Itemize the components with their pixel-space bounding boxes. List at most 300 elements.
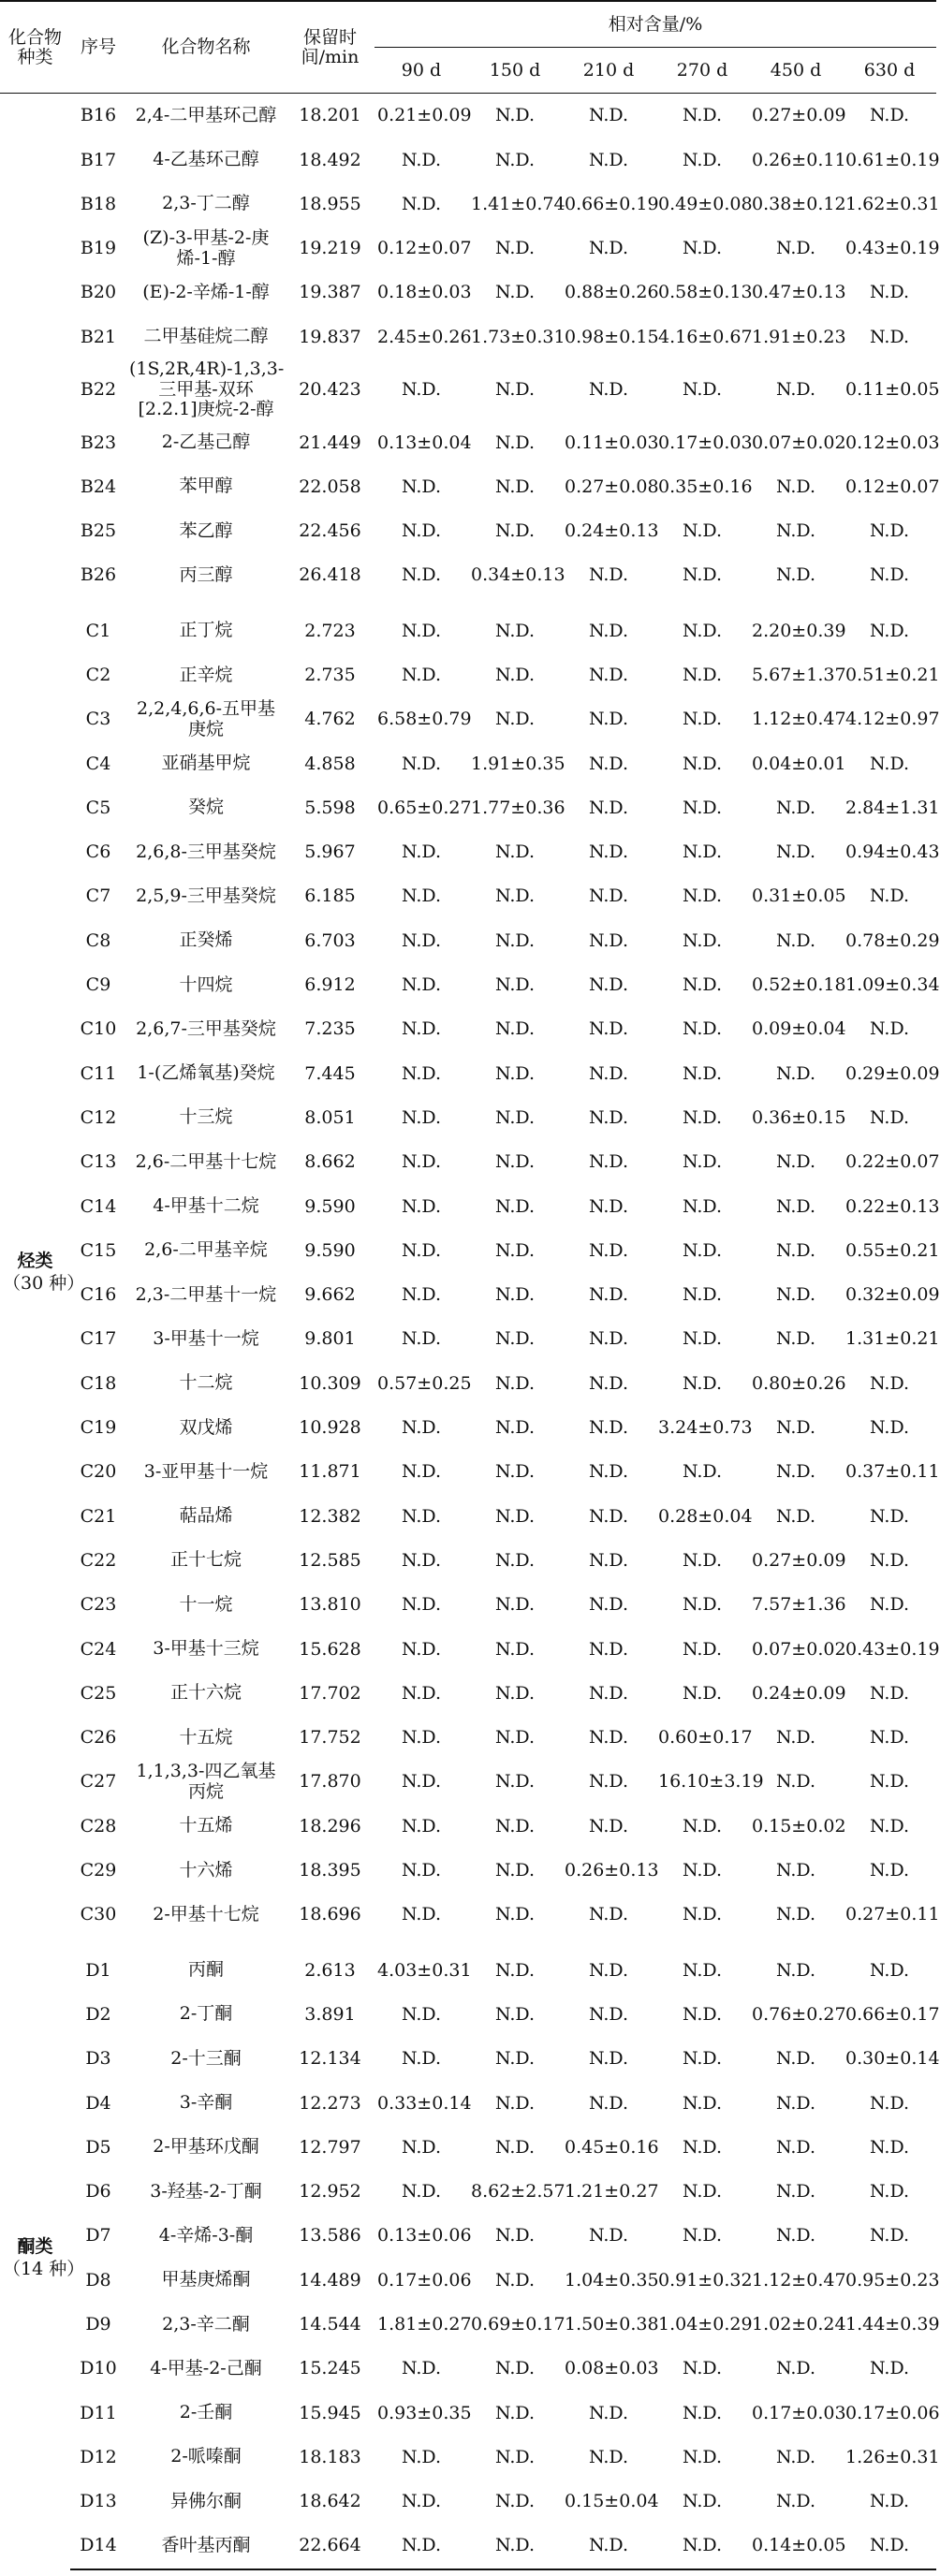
compound-name: 2-乙基己醇 [161,432,251,453]
content-630d: N.D. [870,620,910,641]
content-150d: N.D. [494,1771,536,1793]
retention-time: 19.387 [299,282,361,303]
content-630d: 0.29±0.09 [845,1062,940,1084]
table-row [0,359,936,421]
content-150d: N.D. [494,842,536,863]
retention-time: 10.309 [299,1372,361,1394]
table-row [0,2436,936,2480]
category-count: （30 种） [3,1272,85,1294]
content-270d: N.D. [682,2446,723,2467]
table-row [0,697,936,741]
content-270d: N.D. [682,753,723,774]
compound-id: C21 [80,1505,117,1527]
content-150d: 1.41±0.74 [471,193,565,214]
content-90d: N.D. [401,1195,442,1217]
content-450d: N.D. [775,379,816,401]
content-210d: N.D. [588,753,629,774]
content-90d: N.D. [401,2446,442,2467]
compound-id: D7 [85,2225,111,2247]
compound-id: C9 [85,974,111,996]
table-row [0,2214,936,2258]
content-630d: N.D. [870,1959,910,1981]
content-630d: N.D. [870,1860,910,1881]
content-210d: N.D. [588,797,629,818]
content-210d: N.D. [588,105,629,126]
compound-id: C28 [80,1815,117,1837]
content-270d: 4.16±0.67 [658,326,753,347]
retention-time: 3.891 [304,2003,356,2025]
compound-name: 2,4-二甲基环己醇 [135,104,277,125]
compound-name: 2,5,9-三甲基癸烷 [136,886,276,906]
content-210d: 0.45±0.16 [565,2136,659,2158]
compound-name: 1-(乙烯氧基)癸烷 [137,1062,275,1084]
content-210d: 0.98±0.15 [565,326,659,347]
compound-id: D5 [85,2136,111,2158]
content-270d: N.D. [682,1372,723,1394]
content-630d: 0.27±0.11 [845,1904,940,1925]
content-150d: N.D. [494,1195,536,1217]
compound-id: B25 [80,520,117,542]
content-210d: 0.66±0.19 [565,193,659,214]
content-630d: N.D. [870,1549,910,1571]
table-row [0,94,936,139]
table-row [0,1849,936,1893]
content-90d: N.D. [401,929,442,951]
table-row [0,830,936,874]
content-270d: N.D. [682,886,723,907]
compound-name: 2,6-二甲基十七烷 [135,1150,277,1172]
retention-time: 22.664 [286,2524,375,2569]
content-90d: N.D. [401,1594,442,1616]
content-210d: N.D. [588,564,629,586]
retention-time: 7.445 [304,1062,356,1084]
content-150d: N.D. [494,2136,536,2158]
content-630d: 0.94±0.43 [845,842,940,863]
content-450d: N.D. [775,2225,816,2247]
compound-id: B16 [80,105,117,126]
content-630d: 0.51±0.21 [845,665,940,685]
content-630d: 1.44±0.39 [845,2313,940,2334]
retention-time: 18.955 [299,193,361,214]
content-270d: N.D. [682,105,723,126]
retention-time: 10.928 [299,1417,361,1439]
content-150d: 0.34±0.13 [471,564,565,586]
compound-id: D1 [85,1959,111,1981]
content-210d: N.D. [588,1505,629,1527]
content-450d: N.D. [775,1904,816,1925]
compound-name: 4-辛烯-3-酮 [158,2224,254,2246]
compound-name: 双戊烯 [179,1416,233,1438]
table-row [0,1539,936,1583]
content-210d: N.D. [588,929,629,951]
content-210d: N.D. [588,1417,629,1439]
content-150d: N.D. [494,886,536,907]
compound-name: 正癸烯 [179,929,233,951]
content-150d: N.D. [494,929,536,951]
compound-name: 4-甲基十二烷 [153,1195,259,1217]
retention-time: 13.586 [299,2225,361,2247]
content-630d: 0.95±0.23 [845,2269,940,2291]
compound-id: B24 [80,476,117,497]
content-270d: N.D. [682,1815,723,1837]
retention-time: 8.662 [304,1151,356,1173]
compound-name: 异佛尔酮 [169,2490,242,2511]
content-90d: 0.21±0.09 [377,105,472,126]
content-90d: N.D. [401,1727,442,1749]
content-90d: N.D. [401,1018,442,1040]
content-210d: N.D. [588,1815,629,1837]
content-90d: N.D. [401,1771,442,1793]
content-210d: N.D. [588,1195,629,1217]
content-150d: N.D. [494,238,536,259]
header-day-90: 90 d [375,48,468,94]
table-row [0,1993,936,2037]
category-name: 酮类 [17,2236,53,2258]
content-210d: 0.08±0.03 [565,2358,659,2379]
retention-time: 5.967 [304,842,356,863]
content-630d: 0.78±0.29 [845,929,940,951]
content-270d: N.D. [682,1284,723,1306]
table-row [0,1672,936,1716]
content-450d: N.D. [775,2092,816,2114]
content-210d: N.D. [588,1594,629,1616]
content-630d: N.D. [870,2092,910,2114]
content-630d: N.D. [870,2491,910,2512]
table-row [0,2037,936,2081]
retention-time: 18.296 [299,1815,361,1837]
content-210d: N.D. [588,1461,629,1483]
table-body [0,94,940,2569]
content-630d: 1.31±0.21 [845,1328,940,1350]
content-150d: N.D. [494,2446,536,2467]
retention-time: 11.871 [299,1461,361,1483]
content-90d: N.D. [401,149,442,170]
compound-id: C23 [80,1594,117,1616]
content-630d: 0.43±0.19 [845,238,940,259]
content-210d: N.D. [588,1727,629,1749]
retention-time: 22.456 [299,520,361,542]
content-210d: 1.50±0.38 [565,2313,659,2334]
category-count: （14 种） [3,2258,85,2279]
content-150d: N.D. [494,1594,536,1616]
content-90d: 4.03±0.31 [377,1959,472,1981]
table-row [0,1760,936,1804]
compound-name: 二甲基硅烷二醇 [143,326,269,347]
content-90d: N.D. [401,520,442,542]
compound-name: 2-甲基十七烷 [153,1903,259,1925]
content-150d: N.D. [494,2092,536,2114]
content-630d: N.D. [870,1815,910,1837]
table-row [0,553,936,597]
content-210d: N.D. [588,2225,629,2247]
content-450d: 1.02±0.24 [752,2313,846,2334]
content-210d: N.D. [588,1638,629,1660]
table-row [0,1051,936,1095]
content-90d: N.D. [401,1638,442,1660]
compound-id: B19 [80,238,117,259]
content-450d: 0.14±0.05 [749,2524,843,2569]
content-630d: 0.55±0.21 [845,1239,940,1261]
compound-name: 1,1,3,3-四乙氧基丙烷 [136,1761,276,1802]
content-150d: N.D. [494,1239,536,1261]
content-450d: 0.36±0.15 [752,1106,846,1128]
content-150d: N.D. [494,620,536,641]
content-450d: N.D. [775,1151,816,1173]
content-90d: 0.13±0.04 [377,432,472,453]
header-day-450: 450 d [749,48,843,94]
compound-name: 正十七烷 [169,1549,242,1571]
content-150d: N.D. [494,1682,536,1704]
content-150d: N.D. [494,1417,536,1439]
table-row [0,1362,936,1406]
content-90d: N.D. [401,753,442,774]
content-270d: 0.60±0.17 [658,1727,753,1749]
content-210d: 0.27±0.08 [565,476,659,497]
compound-id: C15 [80,1239,117,1261]
content-450d: 0.24±0.09 [752,1682,846,1704]
compound-id: C17 [80,1328,117,1350]
content-270d: 0.35±0.16 [658,476,753,497]
content-210d: 0.88±0.26 [565,282,659,303]
table-row [0,1317,936,1361]
content-630d: N.D. [870,1018,910,1040]
compound-name: 2,2,4,6,6-五甲基庚烷 [136,697,276,739]
content-150d: N.D. [494,1062,536,1084]
content-90d: N.D. [401,1417,442,1439]
table-row [0,653,936,697]
content-630d: N.D. [870,1682,910,1704]
content-150d: N.D. [494,149,536,170]
content-150d: N.D. [494,432,536,453]
compound-name: 3-羟基-2-丁酮 [150,2180,262,2202]
content-270d: N.D. [682,1062,723,1084]
content-630d: 1.09±0.34 [845,974,940,996]
compound-name: (E)-2-辛烯-1-醇 [142,281,270,302]
content-450d: 5.67±1.37 [752,665,846,685]
content-210d: N.D. [588,1959,629,1981]
header-category: 化合物种类 [0,1,70,94]
compound-id: C6 [85,842,111,863]
compound-name: 丙三醇 [179,564,233,585]
content-630d: 0.12±0.03 [845,432,940,453]
retention-time: 2.613 [304,1959,356,1981]
content-90d: N.D. [401,1151,442,1173]
compound-id: D12 [80,2446,117,2467]
compound-id: C5 [85,797,111,818]
header-retention-time: 保留时间/min [286,1,375,94]
retention-time: 6.703 [304,929,356,951]
content-150d: N.D. [494,105,536,126]
compound-id: C25 [80,1682,117,1704]
content-450d: N.D. [775,476,816,497]
content-270d: N.D. [682,1638,723,1660]
compound-id: C7 [85,886,111,907]
content-90d: N.D. [401,1106,442,1128]
content-630d: N.D. [870,326,910,347]
table-row [0,1273,936,1317]
content-270d: N.D. [682,1106,723,1128]
content-210d: N.D. [588,2402,629,2423]
content-450d: N.D. [775,2358,816,2379]
content-150d: N.D. [494,1505,536,1527]
content-210d: N.D. [588,665,629,685]
content-630d: N.D. [870,2358,910,2379]
compound-name: 4-甲基-2-己酮 [150,2357,262,2378]
content-450d: 1.12±0.47 [752,2269,846,2291]
table-row [0,2303,936,2347]
content-270d: N.D. [682,974,723,996]
content-450d: 0.31±0.05 [752,886,846,907]
content-630d: N.D. [870,1727,910,1749]
compound-id: C4 [85,753,111,774]
content-210d: N.D. [588,379,629,401]
content-90d: N.D. [401,1062,442,1084]
content-450d: N.D. [775,2181,816,2203]
retention-time: 15.628 [299,1638,361,1660]
content-90d: N.D. [401,665,442,685]
content-270d: N.D. [682,2048,723,2070]
compound-id: C29 [80,1860,117,1881]
content-270d: N.D. [682,1195,723,1217]
content-150d: N.D. [494,974,536,996]
table-row [0,509,936,553]
content-630d: 0.43±0.19 [845,1638,940,1660]
retention-time: 15.245 [299,2358,361,2379]
retention-time: 4.858 [304,753,356,774]
compound-id: D2 [85,2003,111,2025]
content-210d: N.D. [588,842,629,863]
content-630d: 0.22±0.07 [845,1151,940,1173]
content-150d: N.D. [494,709,536,730]
content-210d: 1.04±0.35 [565,2269,659,2291]
content-630d: 0.12±0.07 [845,476,940,497]
content-90d: 6.58±0.79 [377,709,472,730]
compound-name: 十六烯 [179,1859,233,1881]
table-row [0,1184,936,1228]
content-90d: N.D. [401,886,442,907]
table-row [0,2258,936,2302]
content-450d: 2.20±0.39 [752,620,846,641]
content-450d: 0.47±0.13 [752,282,846,303]
content-150d: N.D. [494,2491,536,2512]
content-630d: N.D. [870,1417,910,1439]
content-450d: N.D. [775,564,816,586]
content-630d: N.D. [870,1106,910,1128]
compound-name: 十四烷 [179,973,233,995]
content-630d: N.D. [870,1372,910,1394]
content-630d: N.D. [870,1771,910,1793]
retention-time: 18.696 [299,1904,361,1925]
table-row [0,1096,936,1140]
table-row [0,2126,936,2170]
content-150d: N.D. [494,1461,536,1483]
content-210d: N.D. [588,1151,629,1173]
category-name: 烃类 [17,1251,53,1272]
table-row [0,315,936,359]
content-450d: N.D. [775,1461,816,1483]
retention-time: 4.762 [304,709,356,730]
retention-time: 18.642 [299,2491,361,2512]
retention-time: 15.945 [299,2402,361,2423]
content-630d: 1.62±0.31 [845,193,940,214]
content-630d: 4.12±0.97 [845,709,940,730]
content-450d: 0.80±0.26 [752,1372,846,1394]
compound-id: C14 [80,1195,117,1217]
compound-name: 2-哌嗪酮 [170,2446,242,2467]
retention-time: 12.585 [299,1549,361,1571]
content-450d: 0.04±0.01 [752,753,846,774]
content-270d: N.D. [682,665,723,685]
compound-id: C11 [80,1062,117,1084]
content-630d: N.D. [870,1505,910,1527]
compound-name: 正辛烷 [179,664,233,685]
content-90d: N.D. [401,974,442,996]
content-90d: 0.57±0.25 [377,1372,472,1394]
compound-name: 2,3-丁二醇 [162,193,250,214]
category-cell-empty [0,94,70,598]
retention-time: 9.590 [304,1195,356,1217]
content-270d: N.D. [682,238,723,259]
compound-id: C30 [80,1904,117,1925]
compound-id: C10 [80,1018,117,1040]
content-210d: N.D. [588,620,629,641]
category-ketones [0,1937,85,2569]
content-270d: N.D. [682,2092,723,2114]
content-90d: N.D. [401,1815,442,1837]
table-header [0,1,936,94]
compound-name: 萜品烯 [179,1505,233,1527]
content-270d: N.D. [682,520,723,542]
table-row [0,1805,936,1849]
content-150d: N.D. [494,1727,536,1749]
content-270d: 16.10±3.19 [658,1771,764,1793]
content-90d: N.D. [401,1284,442,1306]
content-210d: N.D. [588,149,629,170]
header-relative-content: 相对含量/% [375,1,936,48]
content-90d: 0.65±0.27 [377,797,472,818]
content-630d: N.D. [870,105,910,126]
retention-time: 9.801 [304,1328,356,1350]
content-210d: 0.11±0.03 [565,432,659,453]
compound-id: D11 [80,2402,117,2423]
compound-id: B17 [80,149,117,170]
content-270d: N.D. [682,1461,723,1483]
retention-time: 14.544 [299,2313,361,2334]
content-150d: N.D. [494,1904,536,1925]
content-150d: N.D. [494,1549,536,1571]
content-270d: N.D. [682,2003,723,2025]
content-630d: 2.84±1.31 [845,797,940,818]
content-270d: N.D. [682,929,723,951]
content-90d: N.D. [401,1505,442,1527]
compound-name: 苯甲醇 [179,476,233,497]
content-90d: N.D. [401,476,442,497]
compound-name: 2,3-辛二酮 [162,2313,250,2334]
content-270d: N.D. [682,2136,723,2158]
table-row [0,1229,936,1273]
retention-time: 18.183 [299,2446,361,2467]
content-90d: N.D. [401,193,442,214]
content-630d: 0.30±0.14 [845,2048,940,2070]
compound-id: C24 [80,1638,117,1660]
retention-time: 12.382 [299,1505,361,1527]
retention-time: 7.235 [304,1018,356,1040]
compound-id: D8 [85,2269,111,2291]
content-90d: N.D. [401,1682,442,1704]
content-270d: N.D. [682,709,723,730]
content-450d: N.D. [775,1195,816,1217]
compound-name: 亚硝基甲烷 [161,753,251,774]
